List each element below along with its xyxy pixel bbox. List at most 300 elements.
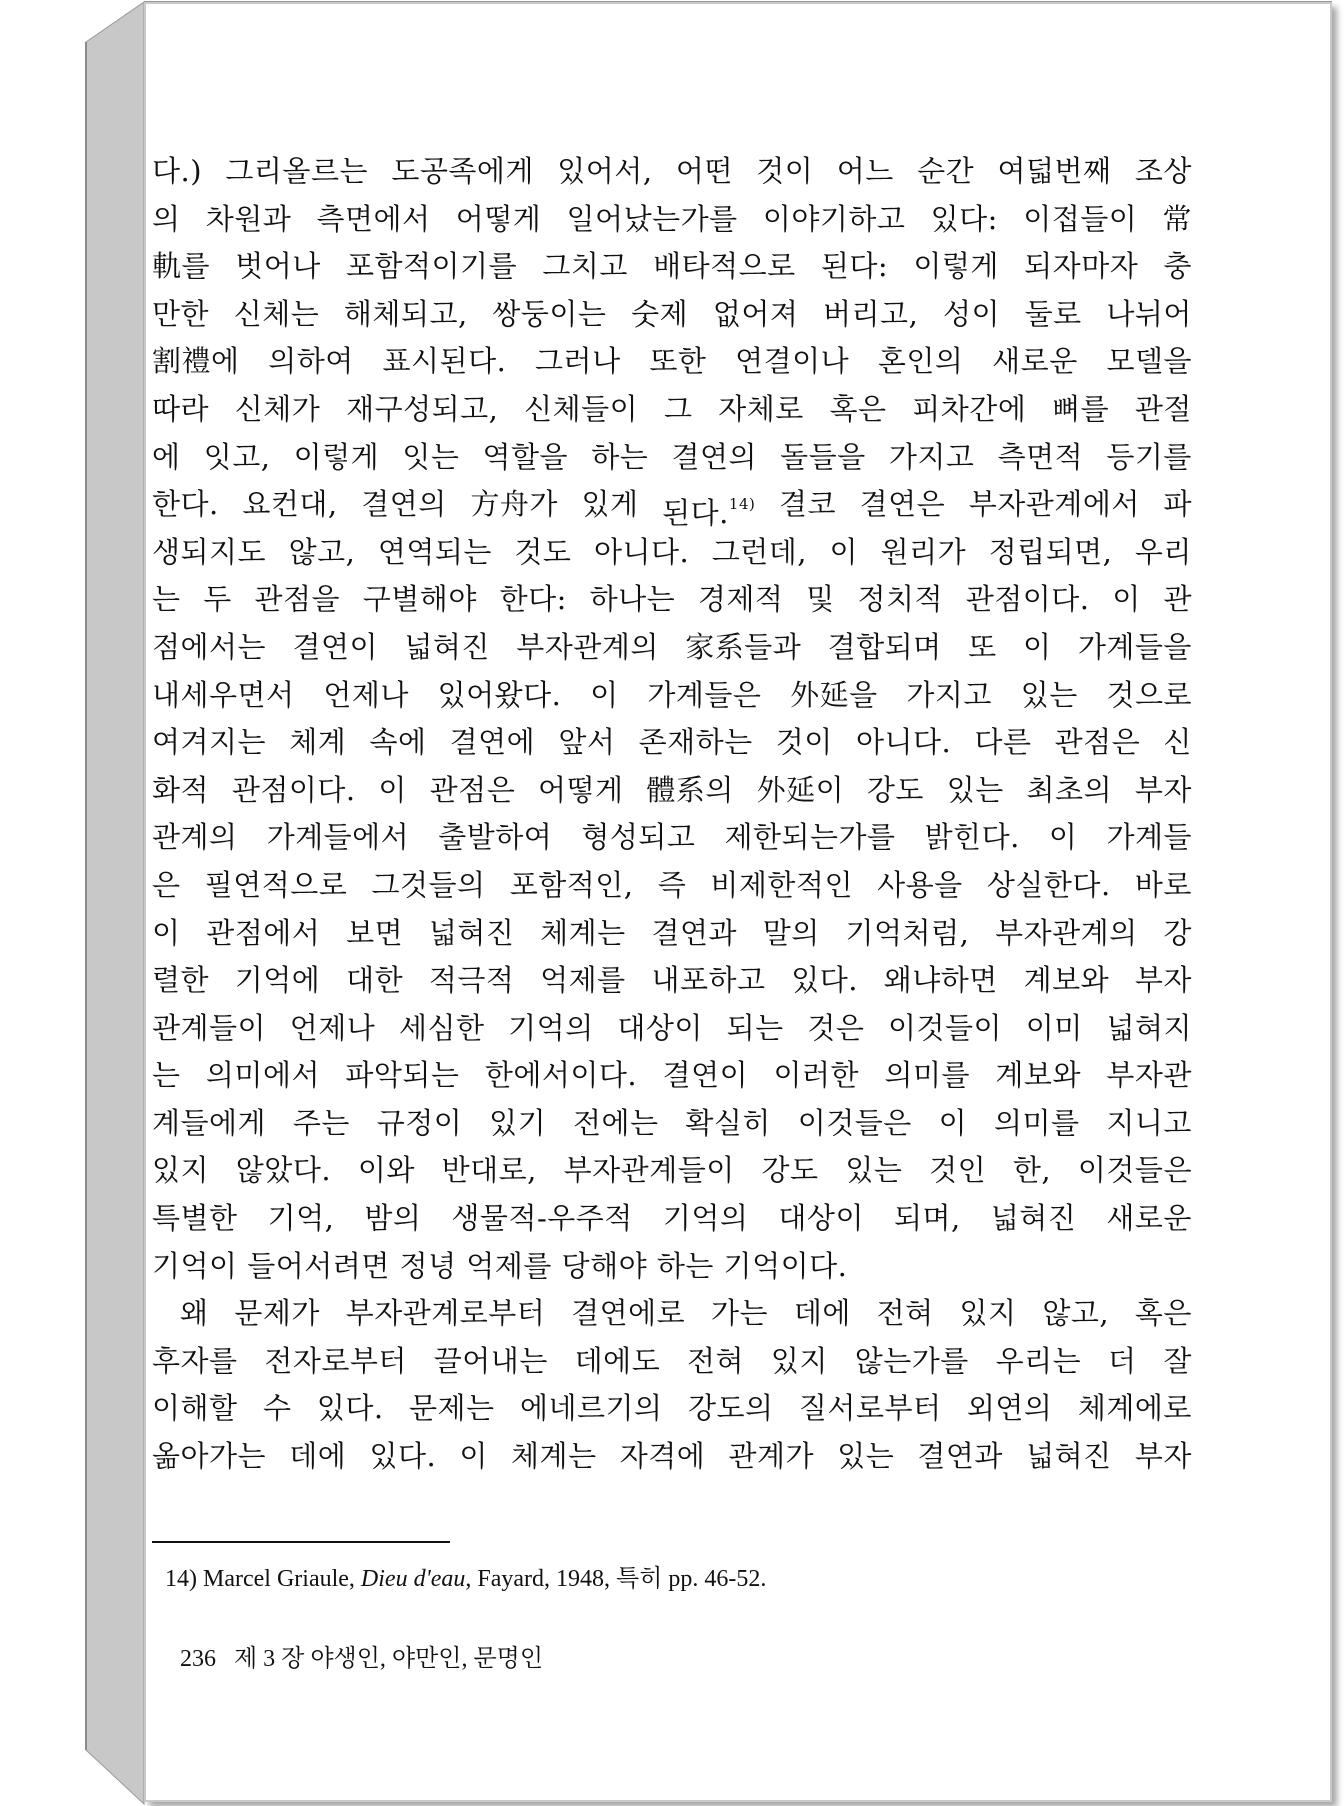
text-line — [152, 1052, 1192, 1100]
word: 강도의 — [687, 1391, 774, 1426]
word: 결연의 — [361, 487, 447, 522]
word: 넓혀진 — [1026, 1439, 1112, 1474]
word: 넓혀진 — [428, 915, 515, 950]
page-number: 236 — [180, 1646, 216, 1672]
word: 이것들이 — [888, 1010, 1003, 1045]
word: 관점이다. — [231, 772, 356, 807]
word: 결연의 — [671, 439, 757, 474]
word: 의미를 — [993, 1105, 1080, 1140]
word: 언제나 — [289, 1010, 376, 1045]
word: 家系들과 — [685, 629, 802, 664]
text-line — [152, 1100, 1192, 1148]
footnote-rule — [152, 1541, 450, 1543]
word: 배타적으로 — [653, 249, 796, 284]
word: 점에서는 — [152, 629, 267, 664]
word: 확실히 — [685, 1105, 771, 1140]
word: 외연의 — [966, 1391, 1053, 1426]
word: 않았다. — [235, 1153, 332, 1188]
word: 대한 — [346, 963, 404, 998]
word: 된다: — [820, 249, 889, 284]
word: 한에서이다. — [484, 1058, 638, 1093]
word: 에 — [152, 439, 181, 474]
word: 있는 — [845, 1153, 903, 1188]
word: 재구성되고, — [346, 391, 499, 426]
word: 부자 — [1134, 772, 1192, 807]
word: 어떻게 — [538, 772, 624, 807]
word: 이해할 — [152, 1391, 238, 1426]
word: 가계들을 — [1077, 629, 1192, 664]
word: 부자관계에서 — [968, 487, 1140, 522]
word: 기억이 들어서려면 정녕 억제를 당해야 하는 기억이다. — [152, 1248, 848, 1283]
text-line — [152, 624, 1192, 672]
word: 규정이 — [376, 1105, 463, 1140]
text-line — [152, 196, 1192, 244]
word: 체계는 — [540, 915, 626, 950]
word: 쌍둥이는 — [492, 296, 607, 331]
text-line — [152, 1385, 1192, 1433]
text-line — [152, 338, 1192, 386]
text-line — [152, 1433, 1192, 1481]
word: 여덟번째 — [997, 154, 1112, 188]
word: 있다. — [316, 1391, 384, 1426]
word: 관점이다. — [965, 582, 1090, 617]
word: 의미에서 — [205, 1058, 320, 1093]
word: 것으로 — [1106, 677, 1192, 712]
word: 어떤 — [675, 154, 733, 188]
word: 끌어내는 — [433, 1343, 548, 1378]
word: 옮아가는 — [152, 1439, 267, 1474]
word: 는 — [152, 1058, 181, 1093]
word: 보면 — [346, 915, 404, 950]
word: 연결이나 — [735, 344, 850, 379]
text-line — [152, 481, 1192, 529]
word: 생물적-우주적 — [451, 1201, 633, 1236]
word: 있는 — [946, 772, 1004, 807]
word: 및 — [806, 582, 835, 617]
word: 수 — [262, 1391, 292, 1426]
text-line — [152, 243, 1192, 291]
word: 상실한다. — [986, 867, 1111, 902]
word: 주는 — [292, 1105, 350, 1140]
word: 이 — [459, 1439, 488, 1474]
word: 하나는 — [589, 582, 676, 617]
word: 일어났는가를 — [566, 201, 738, 236]
word: 강도 — [761, 1153, 819, 1188]
word: 있는 — [837, 1439, 895, 1474]
word: 나뉘어 — [1106, 296, 1192, 331]
word: 대상이 — [778, 1201, 864, 1236]
word: 화적 — [152, 772, 210, 807]
word: 되며, — [894, 1201, 961, 1236]
word: 체계에로 — [1077, 1391, 1192, 1426]
word: 내세우면서 — [152, 677, 295, 712]
word: 그치고 — [542, 249, 628, 284]
word: 넓혀진 — [404, 629, 490, 664]
word: 外延이 — [756, 772, 845, 807]
word: 부자관계의 — [516, 629, 659, 664]
word: 관점은 — [429, 772, 516, 807]
word: 또 — [968, 629, 997, 664]
word: 피차간에 — [912, 391, 1027, 426]
footnote-title: Dieu d'eau — [360, 1566, 466, 1592]
word: 이것들은 — [797, 1105, 912, 1140]
word: 관 — [1163, 582, 1192, 617]
word: 데에도 — [574, 1343, 661, 1378]
word: 도공족에게 — [391, 154, 534, 188]
word: 있게 — [581, 487, 639, 522]
word: 의미를 — [884, 1058, 971, 1093]
word: 정립되면, — [988, 534, 1113, 569]
word: 여겨지는 — [152, 725, 267, 760]
word: 두 — [203, 582, 232, 617]
word: 이 — [152, 915, 181, 950]
word: 있어왔다. — [437, 677, 562, 712]
word: 버리고, — [823, 296, 919, 331]
word: 그리올르는 — [225, 154, 368, 188]
word: 세심한 — [398, 1010, 485, 1045]
word: 가지고 — [888, 439, 975, 474]
word: 연역되는 — [377, 534, 492, 569]
word: 또한 — [649, 344, 707, 379]
word: 파 — [1163, 487, 1192, 522]
word: 割禮에 — [152, 344, 240, 379]
word: 않고, — [288, 534, 356, 569]
word: 혼인의 — [877, 344, 964, 379]
word: 은 — [152, 867, 181, 902]
word: 밤의 — [364, 1201, 422, 1236]
word: 혹은 — [829, 391, 887, 426]
word: 벗어나 — [235, 249, 321, 284]
word: 體系의 — [646, 772, 734, 807]
word: 강도 — [866, 772, 924, 807]
word: 의 — [152, 201, 181, 236]
word: 구별해야 — [362, 582, 477, 617]
word: 기억처럼, — [845, 915, 970, 950]
word: 부자 — [1134, 963, 1192, 998]
word: 관계의 — [152, 820, 238, 855]
word: 관점을 — [254, 582, 341, 617]
word: 정치적 — [857, 582, 943, 617]
word: 않는가를 — [854, 1343, 969, 1378]
word: 있기 — [489, 1105, 547, 1140]
word: 가계들은 — [647, 677, 762, 712]
word: 표시된다. — [382, 344, 507, 379]
word: 부자 — [1134, 1439, 1192, 1474]
word: 가계들 — [1106, 820, 1192, 855]
word: 더 — [1108, 1343, 1137, 1378]
word: 가지고 — [906, 677, 992, 712]
word: 軌를 — [152, 249, 211, 284]
word: 것인 — [929, 1153, 987, 1188]
word: 다.) — [152, 154, 203, 188]
word: 그런데, — [711, 534, 808, 569]
word: 方舟가 — [470, 487, 558, 522]
footnote-suffix: , Fayard, 1948, 특히 pp. 46-52. — [465, 1566, 767, 1592]
word: 있다. — [791, 963, 859, 998]
word: 부자관 — [1106, 1058, 1192, 1093]
word: 이 — [378, 772, 407, 807]
word: 돌들을 — [780, 439, 866, 474]
text-line — [152, 957, 1192, 1005]
word: 이렇게 — [293, 439, 380, 474]
word: 관계가 — [728, 1439, 815, 1474]
word: 그 — [663, 391, 693, 426]
word: 있지 — [959, 1296, 1017, 1331]
word: 측면적 — [997, 439, 1084, 474]
word: 하는 — [591, 439, 649, 474]
word: 의하여 — [268, 344, 354, 379]
word: 관점은 — [1054, 725, 1141, 760]
word: 결합되며 — [827, 629, 942, 664]
word: 필연적으로 — [204, 867, 348, 902]
word: 결연이 — [662, 1058, 749, 1093]
word: 질서로부터 — [798, 1391, 942, 1426]
word: 있지 — [770, 1343, 828, 1378]
word: 外延을 — [790, 677, 878, 712]
word: 결연에로 — [571, 1296, 686, 1331]
text-line — [152, 1195, 1192, 1243]
word: 생되지도 — [152, 534, 267, 569]
word: 둘로 — [1024, 296, 1082, 331]
word: 전에는 — [572, 1105, 659, 1140]
word: 잇고, — [203, 439, 271, 474]
text-line — [152, 767, 1192, 815]
word: 넓혀지 — [1106, 1010, 1192, 1045]
word: 있는 — [1020, 677, 1078, 712]
word: 계들에게 — [152, 1105, 267, 1140]
word: 렬한 — [152, 963, 210, 998]
word-with-note — [662, 481, 755, 529]
word: 관점에서 — [206, 915, 321, 950]
word: 반대로, — [441, 1153, 537, 1188]
word: 사용을 — [877, 867, 963, 902]
word: 후자를 — [152, 1343, 238, 1378]
word: 왜냐하면 — [883, 963, 998, 998]
word: 존재하는 — [638, 725, 753, 760]
word: 된다. — [662, 496, 729, 531]
text-line — [152, 386, 1192, 434]
word: 이와 — [357, 1153, 415, 1188]
word: 있어서, — [557, 154, 653, 188]
word: 데에 — [793, 1296, 851, 1331]
word: 이 — [938, 1105, 968, 1140]
word: 것도 — [514, 534, 572, 569]
word: 결연과 — [651, 915, 737, 950]
text-line — [152, 1290, 1192, 1338]
word: 왜 — [180, 1296, 209, 1331]
word: 되자마자 — [1024, 249, 1139, 284]
word: 않고, — [1042, 1296, 1110, 1331]
text-line — [152, 529, 1192, 577]
text-line — [152, 719, 1192, 767]
word: 결연은 — [859, 487, 946, 522]
word: 이 — [590, 677, 619, 712]
word: 문제가 — [234, 1296, 320, 1331]
word: 충 — [1163, 249, 1192, 284]
word: 되는 — [726, 1010, 784, 1045]
word: 특별한 — [152, 1201, 238, 1236]
word: 지니고 — [1106, 1105, 1192, 1140]
word: 그러나 — [535, 344, 621, 379]
word: 관계들이 — [152, 1010, 267, 1045]
word: 아니다. — [593, 534, 690, 569]
word: 결연에 — [449, 725, 536, 760]
word: 있다. — [369, 1439, 437, 1474]
text-line — [152, 814, 1192, 862]
word: 문제는 — [409, 1391, 495, 1426]
word: 제한되는가를 — [724, 820, 896, 855]
word: 없어져 — [712, 296, 799, 331]
word: 이접들이 — [1023, 201, 1138, 236]
word: 결연이 — [292, 629, 378, 664]
footnote-reference: 14) — [728, 495, 756, 514]
word: 잘 — [1163, 1343, 1192, 1378]
text-line — [152, 434, 1192, 482]
text-line — [152, 576, 1192, 624]
word: 부자관계로부터 — [345, 1296, 546, 1331]
word: 다른 — [974, 725, 1032, 760]
word: 이렇게 — [913, 249, 999, 284]
word: 경제적 — [697, 582, 784, 617]
word: 이미 — [1025, 1010, 1083, 1045]
word: 만한 — [152, 296, 210, 331]
text-line — [152, 1147, 1192, 1195]
word: 신 — [1163, 725, 1192, 760]
word: 常 — [1162, 201, 1192, 236]
text-line — [152, 862, 1192, 910]
word: 기억에 — [234, 963, 321, 998]
word: 것이 — [775, 725, 833, 760]
word: 있지 — [152, 1153, 210, 1188]
text-line — [152, 910, 1192, 958]
word: 최초의 — [1026, 772, 1113, 807]
word: 우리 — [1134, 534, 1192, 569]
word: 차원과 — [205, 201, 292, 236]
word: 것이 — [756, 154, 814, 188]
word: 이야기하고 — [762, 201, 906, 236]
word: 있다: — [930, 201, 998, 236]
word: 이 — [1048, 820, 1078, 855]
word: 역할을 — [482, 439, 569, 474]
word: 이 — [1022, 629, 1052, 664]
word: 파악되는 — [345, 1058, 460, 1093]
word: 속에 — [369, 725, 427, 760]
word: 기억, — [267, 1201, 335, 1236]
text-line — [152, 148, 1192, 196]
word: 한다. — [152, 487, 219, 522]
word: 체계 — [289, 725, 347, 760]
word: 데에 — [289, 1439, 347, 1474]
word: 혹은 — [1134, 1296, 1192, 1331]
word: 자격에 — [619, 1439, 706, 1474]
word: 어느 — [836, 154, 894, 188]
word: 한, — [1012, 1153, 1052, 1188]
word: 관절 — [1134, 391, 1192, 426]
word: 새로운 — [992, 344, 1078, 379]
body-text — [152, 148, 1192, 1481]
word: 포함적이기를 — [346, 249, 518, 284]
word: 형성되고 — [581, 820, 696, 855]
word: 내포하고 — [651, 963, 766, 998]
word: 언제나 — [323, 677, 409, 712]
word: 신체들이 — [524, 391, 639, 426]
word: 숫제 — [631, 296, 689, 331]
word: 계보와 — [1023, 963, 1110, 998]
word: 측면에서 — [316, 201, 431, 236]
word: 출발하여 — [438, 820, 553, 855]
word: 말의 — [762, 915, 820, 950]
word: 요컨대, — [242, 487, 338, 522]
word: 전혀 — [876, 1296, 934, 1331]
word: 즉 — [657, 867, 687, 902]
word: 등기를 — [1106, 439, 1192, 474]
word: 강 — [1163, 915, 1192, 950]
word: 기억의 — [662, 1201, 749, 1236]
word: 적극적 — [428, 963, 515, 998]
word: 그것들의 — [371, 867, 486, 902]
word: 이러한 — [773, 1058, 860, 1093]
word: 전자로부터 — [264, 1343, 407, 1378]
word: 순간 — [917, 154, 975, 188]
word: 뼈를 — [1052, 391, 1110, 426]
text-line — [152, 1005, 1192, 1053]
word: 이것들은 — [1077, 1153, 1192, 1188]
word: 따라 — [152, 391, 210, 426]
word: 부자관계들이 — [563, 1153, 735, 1188]
word: 새로운 — [1106, 1201, 1192, 1236]
word: 에네르기의 — [519, 1391, 663, 1426]
word: 우리는 — [995, 1343, 1082, 1378]
word: 밝힌다. — [924, 820, 1020, 855]
word: 전혀 — [687, 1343, 745, 1378]
text-line — [152, 1338, 1192, 1386]
word: 대상이 — [617, 1010, 703, 1045]
word: 이 — [1112, 582, 1141, 617]
word: 한다: — [499, 582, 567, 617]
word: 자체로 — [718, 391, 804, 426]
word: 비제한적인 — [710, 867, 853, 902]
word: 포함적인, — [509, 867, 634, 902]
word: 모델을 — [1106, 344, 1192, 379]
text-line — [152, 1243, 1192, 1291]
footnote-prefix: 14) Marcel Griaule, — [165, 1566, 361, 1592]
page-footer — [180, 1638, 543, 1673]
text-line — [152, 291, 1192, 339]
word: 성이 — [942, 296, 1000, 331]
word: 신체가 — [234, 391, 321, 426]
word: 결코 — [778, 487, 836, 522]
word: 어떻게 — [455, 201, 542, 236]
word: 아니다. — [856, 725, 952, 760]
word: 잇는 — [402, 439, 460, 474]
word: 체계는 — [511, 1439, 597, 1474]
word: 가는 — [710, 1296, 769, 1331]
text-line — [152, 672, 1192, 720]
word: 신체는 — [233, 296, 320, 331]
word: 것은 — [807, 1010, 865, 1045]
word: 원리가 — [880, 534, 967, 569]
word: 해체되고, — [343, 296, 468, 331]
word: 조상 — [1134, 154, 1192, 188]
running-head: 제 3 장 야생인, 야만인, 문명인 — [234, 1646, 544, 1672]
word: 결연과 — [917, 1439, 1003, 1474]
footnote — [165, 1558, 766, 1593]
word: 넓혀진 — [990, 1201, 1077, 1236]
word: 는 — [152, 582, 181, 617]
word: 이 — [829, 534, 859, 569]
word: 바로 — [1134, 867, 1192, 902]
word: 계보와 — [995, 1058, 1081, 1093]
